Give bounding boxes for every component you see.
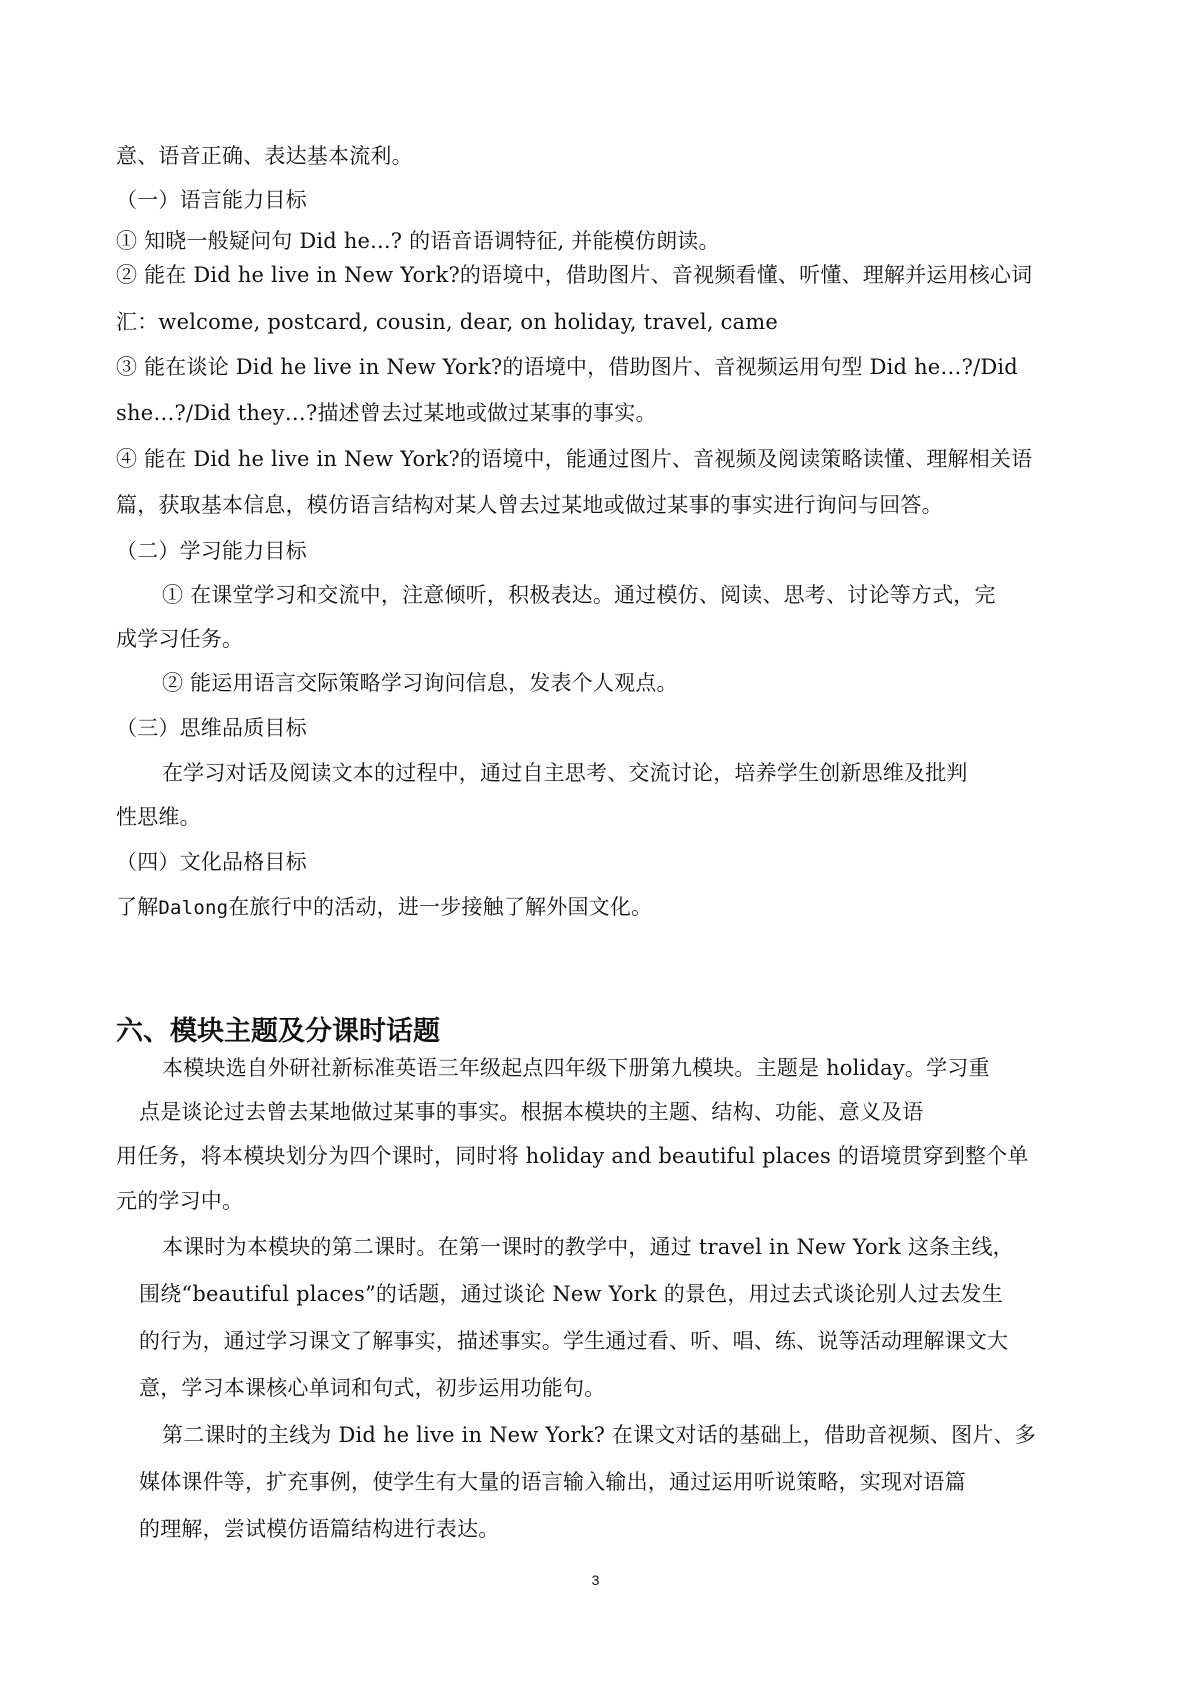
culture-objective xyxy=(116,892,652,923)
section-6-p1-line-3: 用任务，将本模块划分为四个课时，同时将 holiday and beautiful places 的语境贯穿到整个单 xyxy=(116,1144,1029,1168)
culture-objective-suffix: 在旅行中的活动，进一步接触了解外国文化。 xyxy=(228,895,653,919)
section-6-p3-line-2: 媒体课件等，扩充事例，使学生有大量的语言输入输出，通过运用听说策略，实现对语篇 xyxy=(139,1470,966,1494)
language-objectives-heading: （一）语言能力目标 xyxy=(116,188,307,212)
thinking-objectives-heading: （三）思维品质目标 xyxy=(116,716,307,740)
learning-objective-1-line-2: 成学习任务。 xyxy=(116,627,244,651)
thinking-objective-line-2: 性思维。 xyxy=(116,805,201,829)
learning-objectives-heading: （二）学习能力目标 xyxy=(116,539,307,563)
section-6-p2-line-4: 意，学习本课核心单词和句式，初步运用功能句。 xyxy=(139,1376,606,1400)
culture-objective-prefix: 了解 xyxy=(116,895,159,919)
section-6-heading: 六、模块主题及分课时话题 xyxy=(116,1016,440,1047)
language-objective-4-line-1: ④ 能在 Did he live in New York?的语境中，能通过图片、音视频及阅读策略读懂、理解相关语 xyxy=(116,447,1033,471)
section-6-p2-line-1: 本课时为本模块的第二课时。在第一课时的教学中，通过 travel in New York 这条主线， xyxy=(162,1235,1014,1259)
language-objective-3-line-2: she…?/Did they…?描述曾去过某地或做过某事的事实。 xyxy=(116,401,657,425)
section-6-p1-line-1: 本模块选自外研社新标准英语三年级起点四年级下册第九模块。主题是 holiday。学习重 xyxy=(162,1056,990,1080)
language-objective-2-line-1: ② 能在 Did he live in New York?的语境中，借助图片、音视频看懂、听懂、理解并运用核心词 xyxy=(116,263,1033,287)
section-6-p2-line-2: 围绕“beautiful places”的话题，通过谈论 New York 的景色，用过去式谈论别人过去发生 xyxy=(139,1282,1003,1306)
thinking-objective-line-1: 在学习对话及阅读文本的过程中，通过自主思考、交流讨论，培养学生创新思维及批判 xyxy=(162,761,968,785)
language-objective-1: ① 知晓一般疑问句 Did he...? 的语音语调特征, 并能模仿朗读。 xyxy=(116,229,720,253)
language-objective-2-line-2: 汇：welcome, postcard, cousin, dear, on holiday, travel, came xyxy=(116,310,779,334)
culture-objective-name: Dalong xyxy=(158,897,229,919)
objectives-line-1: 意、语音正确、表达基本流利。 xyxy=(116,144,413,168)
section-6-p1-line-4: 元的学习中。 xyxy=(116,1189,244,1213)
page-number: 3 xyxy=(591,1572,600,1588)
section-6-p2-line-3: 的行为，通过学习课文了解事实，描述事实。学生通过看、听、唱、练、说等活动理解课文大 xyxy=(139,1329,1009,1353)
language-objective-4-line-2: 篇，获取基本信息，模仿语言结构对某人曾去过某地或做过某事的事实进行询问与回答。 xyxy=(116,493,943,517)
section-6-p3-line-1: 第二课时的主线为 Did he live in New York? 在课文对话的基础上，借助音视频、图片、多 xyxy=(162,1423,1036,1447)
learning-objective-2: ② 能运用语言交际策略学习询问信息，发表个人观点。 xyxy=(162,671,678,695)
section-6-p1-line-2: 点是谈论过去曾去某地做过某事的事实。根据本模块的主题、结构、功能、意义及语 xyxy=(139,1100,924,1124)
language-objective-3-line-1: ③ 能在谈论 Did he live in New York?的语境中，借助图片、音视频运用句型 Did he…?/Did xyxy=(116,355,1018,379)
section-6-p3-line-3: 的理解，尝试模仿语篇结构进行表达。 xyxy=(139,1517,500,1541)
learning-objective-1-line-1: ① 在课堂学习和交流中，注意倾听，积极表达。通过模仿、阅读、思考、讨论等方式，完 xyxy=(162,583,996,607)
culture-objectives-heading: （四）文化品格目标 xyxy=(116,850,307,874)
